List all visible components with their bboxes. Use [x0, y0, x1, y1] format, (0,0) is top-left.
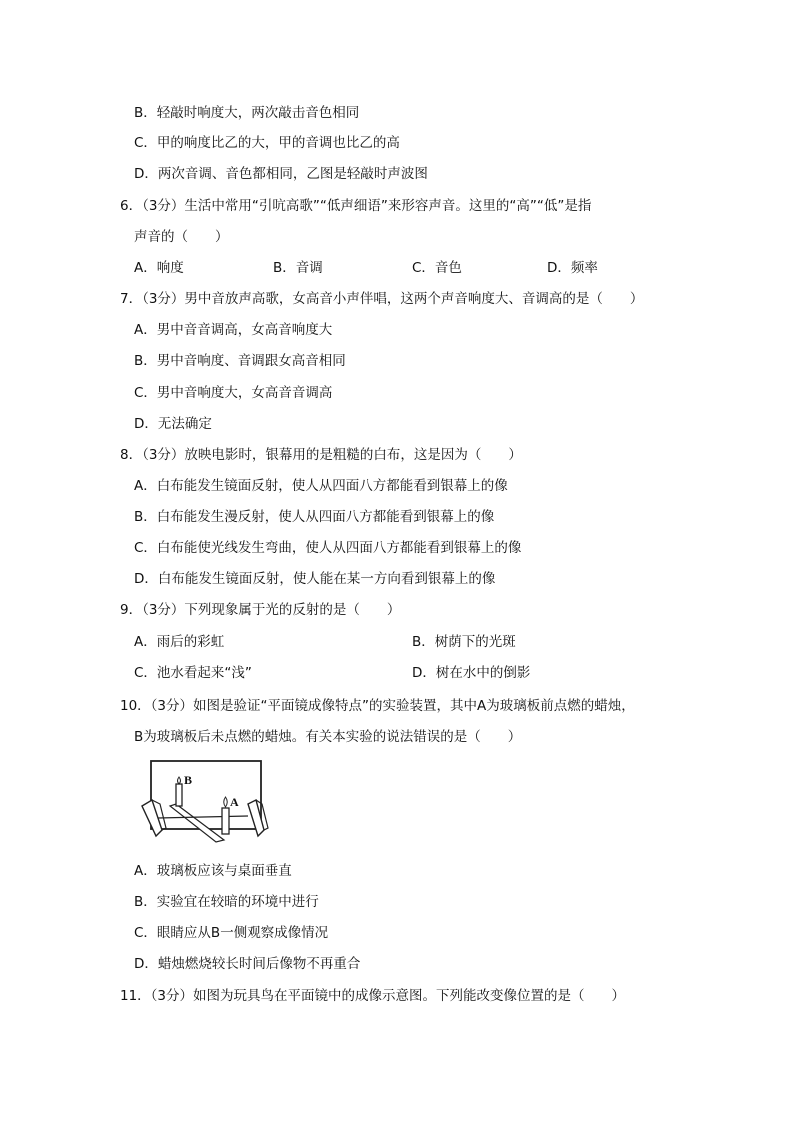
- glass-plate: [151, 761, 261, 829]
- q8-option-c: C．白布能使光线发生弯曲，使人从四面八方都能看到银幕上的像: [134, 540, 522, 556]
- q6-option-a: A．响度: [134, 260, 184, 276]
- q7-option-c: C．男中音响度大，女高音音调高: [134, 385, 333, 401]
- q6-stem-line2: 声音的（ ）: [134, 229, 229, 245]
- candle-b: [176, 784, 182, 806]
- label-a: A: [230, 795, 239, 809]
- q10-stem-line1: 10．（3分）如图是验证“平面镜成像特点”的实验装置，其中A为玻璃板前点燃的蜡烛，: [120, 698, 635, 714]
- candle-a: [222, 808, 229, 834]
- q7-option-a: A．男中音音调高，女高音响度大: [134, 322, 333, 338]
- q9-option-b: B．树荫下的光斑: [412, 634, 516, 650]
- q9-stem: 9．（3分）下列现象属于光的反射的是（ ）: [120, 602, 401, 618]
- q5-option-b: B．轻敲时响度大，两次敲击音色相同: [134, 105, 360, 121]
- q8-option-d: D．白布能发生镜面反射，使人能在某一方向看到银幕上的像: [134, 571, 496, 587]
- q9-option-d: D．树在水中的倒影: [412, 665, 531, 681]
- q11-stem: 11．（3分）如图为玩具鸟在平面镜中的成像示意图。下列能改变像位置的是（ ）: [120, 988, 626, 1004]
- q7-option-b: B．男中音响度、音调跟女高音相同: [134, 353, 346, 369]
- q10-stem-line2: B为玻璃板后未点燃的蜡烛。有关本实验的说法错误的是（ ）: [134, 729, 522, 745]
- q6-option-b: B．音调: [273, 260, 323, 276]
- plane-mirror-experiment-figure: [136, 756, 271, 848]
- q9-option-c: C．池水看起来“浅”: [134, 665, 252, 681]
- q5-option-d: D．两次音调、音色都相同，乙图是轻敲时声波图: [134, 166, 428, 182]
- q10-option-d: D．蜡烛燃烧较长时间后像物不再重合: [134, 956, 361, 972]
- q10-option-b: B．实验宜在较暗的环境中进行: [134, 894, 319, 910]
- candle-b-image-flame: [178, 777, 181, 784]
- q6-stem-line1: 6．（3分）生活中常用“引吭高歌”“低声细语”来形容声音。这里的“高”“低”是指: [120, 198, 592, 214]
- q7-stem: 7．（3分）男中音放声高歌，女高音小声伴唱，这两个声音响度大、音调高的是（ ）: [120, 291, 644, 307]
- q7-option-d: D．无法确定: [134, 416, 212, 432]
- q8-option-b: B．白布能发生漫反射，使人从四面八方都能看到银幕上的像: [134, 509, 495, 525]
- q10-option-a: A．玻璃板应该与桌面垂直: [134, 863, 292, 879]
- q10-option-c: C．眼睛应从B一侧观察成像情况: [134, 925, 329, 941]
- candle-a-flame: [224, 797, 228, 807]
- q9-option-a: A．雨后的彩虹: [134, 634, 225, 650]
- label-b: B: [184, 773, 193, 787]
- ruler: [170, 804, 224, 842]
- q8-stem: 8．（3分）放映电影时，银幕用的是粗糙的白布，这是因为（ ）: [120, 447, 522, 463]
- q5-option-c: C．甲的响度比乙的大，甲的音调也比乙的高: [134, 135, 400, 151]
- q6-option-d: D．频率: [547, 260, 598, 276]
- q6-option-c: C．音色: [412, 260, 462, 276]
- q8-option-a: A．白布能发生镜面反射，使人从四面八方都能看到银幕上的像: [134, 478, 508, 494]
